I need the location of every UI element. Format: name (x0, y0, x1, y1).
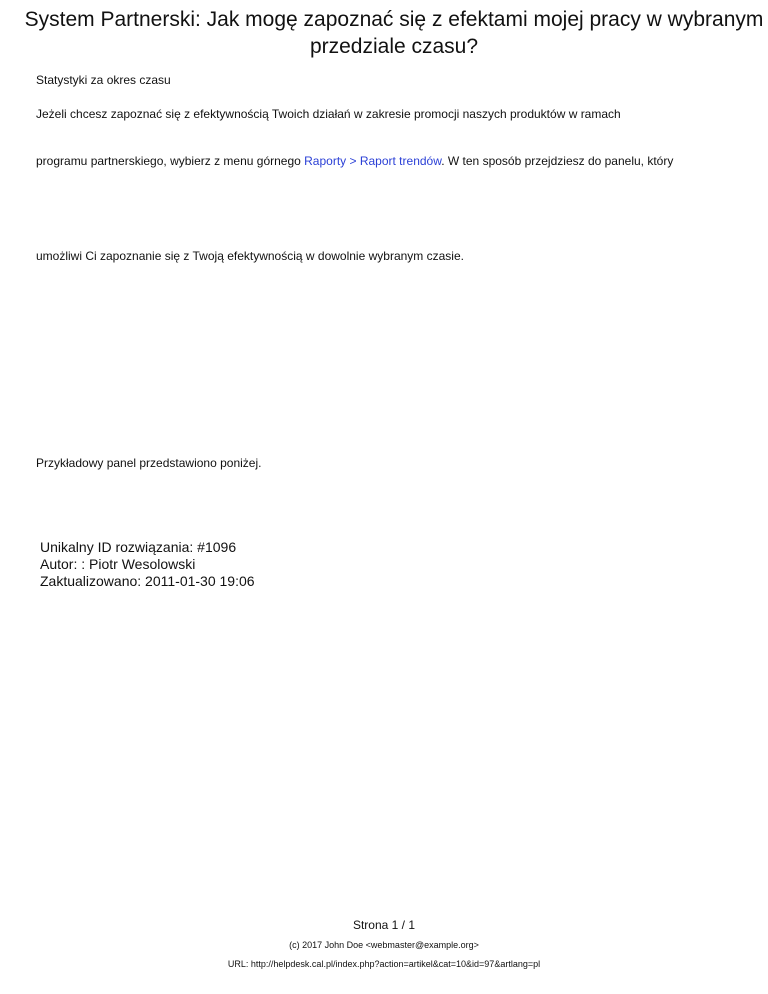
page-number: Strona 1 / 1 (352, 918, 416, 932)
raport-trendow-link[interactable]: Raporty > Raport trendów (304, 154, 442, 168)
article-meta (40, 539, 255, 590)
paragraph-intro: Jeżeli chcesz zapoznać się z efektywnością Twoich działań w zakresie promocji naszych produktów w ramach (36, 107, 621, 121)
paragraph-menu-text-before: programu partnerskiego, wybierz z menu górnego (36, 154, 305, 168)
footer-url: URL: http://helpdesk.cal.pl/index.php?action=artikel&cat=10&id=97&artlang=pl (227, 959, 541, 969)
paragraph-panel-description: umożliwi Ci zapoznanie się z Twoją efektywnością w dowolnie wybranym czasie. (36, 249, 464, 263)
paragraph-example-panel: Przykładowy panel przedstawiono poniżej. (36, 456, 262, 470)
paragraph-menu-instructions (36, 154, 673, 168)
page-title: System Partnerski: Jak mogę zapoznać się z efektami mojej pracy w wybranym przedziale czasu? (24, 8, 764, 58)
footer-copyright: (c) 2017 John Doe <webmaster@example.org> (289, 940, 479, 950)
paragraph-menu-text-after: . W ten sposób przejdziesz do panelu, który (441, 154, 674, 168)
solution-id: Unikalny ID rozwiązania: #1096 (40, 539, 237, 555)
updated-date: Zaktualizowano: 2011-01-30 19:06 (40, 573, 255, 589)
section-subheading: Statystyki za okres czasu (36, 73, 171, 87)
author: Autor: : Piotr Wesolowski (40, 556, 196, 572)
